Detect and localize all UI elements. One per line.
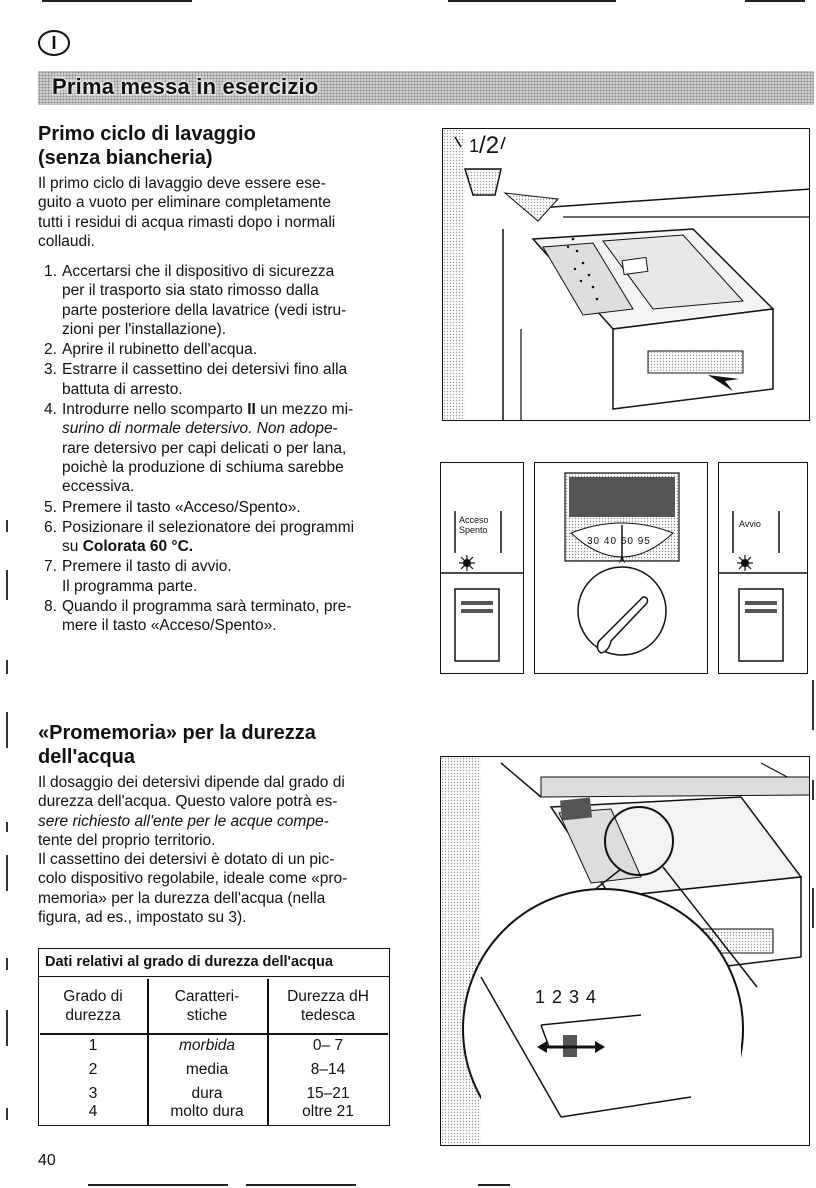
body-line: colo dispositivo regolabile, ideale come «pro- xyxy=(38,870,348,888)
body-line: figura, ad es., impostato su 3). xyxy=(38,909,247,927)
dial-tick: 95 xyxy=(637,536,651,547)
table-row xyxy=(39,1037,389,1061)
hardness-heading-line2: dell'acqua xyxy=(38,746,136,768)
step-line: eccessiva. xyxy=(62,478,135,496)
step-line: Accertarsi che il dispositivo di sicurezza xyxy=(62,263,335,280)
step-text-italic: surino di normale detersivo. xyxy=(62,420,253,438)
margin-mark xyxy=(812,780,814,800)
hardness-heading-line1: «Promemoria» per la durezza xyxy=(38,722,316,744)
cell-dh: 0– 7 xyxy=(312,1037,344,1054)
step-number: 7. xyxy=(44,558,57,576)
figure-detergent-drawer xyxy=(442,128,810,421)
step-line: per il trasporto sia stato rimosso dalla xyxy=(62,282,319,300)
dial-scale xyxy=(587,537,651,547)
margin-mark xyxy=(6,822,8,832)
intro-line: Il primo ciclo di lavaggio deve essere ese- xyxy=(38,175,326,192)
step-line: parte posteriore della lavatrice (vedi istru- xyxy=(62,301,347,319)
hardness-body xyxy=(38,773,413,927)
cell-characteristic: molto dura xyxy=(170,1103,244,1120)
step-4 xyxy=(38,400,410,496)
step-text: Introdurre nello scomparto xyxy=(62,401,243,419)
section-title: Prima messa in esercizio xyxy=(52,74,319,99)
step-5 xyxy=(38,498,410,517)
margin-mark xyxy=(6,1010,8,1046)
page-number: 40 xyxy=(38,1152,56,1169)
language-badge: I xyxy=(38,30,70,56)
header-line: Caratteri- xyxy=(174,988,240,1005)
step-text: un mezzo mi- xyxy=(260,401,354,419)
selector-illustration xyxy=(535,463,708,674)
cell-grade: 4 xyxy=(88,1103,98,1120)
body-line: durezza dell'acqua. Questo valore potrà es- xyxy=(38,793,338,811)
cell-dh: 15–21 xyxy=(306,1085,350,1102)
first-wash-intro xyxy=(38,174,408,251)
step-text-italic: Non adope- xyxy=(256,420,338,438)
figure-on-off-button xyxy=(440,462,524,674)
step-number: 2. xyxy=(44,341,57,359)
step-line: poichè la produzione di schiuma sarebbe xyxy=(62,458,344,476)
figure-start-button xyxy=(718,462,808,674)
first-wash-heading-line2: (senza biancheria) xyxy=(38,147,213,169)
step-line: Quando il programma sarà terminato, pre- xyxy=(62,598,352,616)
header-line: Durezza dH xyxy=(287,988,369,1005)
step-6 xyxy=(38,518,410,557)
table-header-rule xyxy=(40,1033,388,1035)
step-line xyxy=(62,537,410,556)
step-8 xyxy=(38,597,410,636)
drawer-illustration xyxy=(443,129,810,421)
label-line: Acceso xyxy=(459,515,489,525)
on-off-label xyxy=(459,515,489,535)
step-1 xyxy=(38,262,410,339)
step-line: rare detersivo per capi delicati o per lana, xyxy=(62,439,347,457)
step-line: Il programma parte. xyxy=(62,577,198,595)
step-line: Aprire il rubinetto dell'acqua. xyxy=(62,341,258,359)
col-header-dh xyxy=(267,987,389,1025)
body-line: Il cassettino dei detersivi è dotato di un pic- xyxy=(38,851,335,869)
step-line: zioni per l'installazione). xyxy=(62,320,227,338)
col-header-characteristics xyxy=(147,987,267,1025)
margin-mark xyxy=(6,1108,8,1120)
dose-numerator: 1 xyxy=(469,136,480,156)
margin-mark xyxy=(6,570,8,600)
margin-mark xyxy=(6,520,8,532)
figure-program-selector xyxy=(534,462,708,674)
intro-line: guito a vuoto per eliminare completamente xyxy=(38,194,331,212)
header-line: tedesca xyxy=(300,1007,356,1024)
cell-characteristic: dura xyxy=(191,1085,223,1102)
step-line: Estrarre il cassettino dei detersivi fino alla xyxy=(62,361,348,379)
first-wash-steps xyxy=(38,262,410,637)
bottom-rule-center xyxy=(246,1184,356,1186)
cell-dh: oltre 21 xyxy=(302,1103,354,1120)
col-header-grade xyxy=(39,987,147,1025)
first-wash-heading-line1: Primo ciclo di lavaggio xyxy=(38,123,256,145)
intro-line: tutti i residui di acqua rimasti dopo i normali xyxy=(38,213,336,231)
step-number: 8. xyxy=(44,598,57,616)
dial-tick: 30 xyxy=(587,536,601,547)
body-line: tente del proprio territorio. xyxy=(38,831,216,849)
cell-grade: 2 xyxy=(88,1061,98,1078)
start-label: Avvio xyxy=(739,519,761,529)
intro-line: collaudi. xyxy=(38,232,95,250)
header-line: Grado di xyxy=(63,988,123,1005)
cell-dh: 8–14 xyxy=(310,1061,346,1078)
start-illustration xyxy=(719,463,808,674)
hardness-illustration xyxy=(441,757,810,1146)
step-2 xyxy=(38,340,410,359)
on-off-illustration xyxy=(441,463,524,674)
step-number: 5. xyxy=(44,498,57,516)
header-line: durezza xyxy=(65,1007,121,1024)
top-rule-center xyxy=(448,0,616,2)
zoom-scale: 1 2 3 4 xyxy=(535,987,598,1007)
table-title: Dati relativi al grado di durezza dell'acqua xyxy=(39,949,389,977)
margin-mark xyxy=(6,660,8,674)
program-name: Colorata 60 °C. xyxy=(82,538,194,556)
compartment-label: II xyxy=(247,401,256,419)
cell-grade: 3 xyxy=(88,1085,98,1102)
margin-mark xyxy=(812,888,814,928)
step-number: 6. xyxy=(44,518,57,536)
step-line xyxy=(62,400,410,419)
top-rule-left xyxy=(42,0,192,2)
step-line: Premere il tasto di avvio. xyxy=(62,558,232,576)
dial-tick: 60 xyxy=(620,536,634,547)
step-number: 4. xyxy=(44,401,57,419)
body-line: sere richiesto all'ente per le acque compe- xyxy=(38,812,329,830)
step-7 xyxy=(38,557,410,596)
bottom-rule-left xyxy=(88,1184,228,1186)
cell-grade: 1 xyxy=(88,1037,98,1054)
table-row xyxy=(39,1061,389,1085)
margin-mark xyxy=(6,712,8,748)
body-line: memoria» per la durezza dell'acqua (nella xyxy=(38,889,326,907)
step-line: mere il tasto «Acceso/Spento». xyxy=(62,617,277,635)
bottom-rule-right xyxy=(478,1184,510,1186)
step-line: Posizionare il selezionatore dei programmi xyxy=(62,518,355,536)
step-line: battuta di arresto. xyxy=(62,380,183,398)
body-line: Il dosaggio dei detersivi dipende dal grado di xyxy=(38,774,345,791)
header-line: stiche xyxy=(186,1007,228,1024)
step-number: 3. xyxy=(44,361,57,379)
cell-characteristic: media xyxy=(185,1061,229,1078)
figure-hardness-reminder xyxy=(440,756,810,1146)
step-3 xyxy=(38,360,410,399)
step-number: 1. xyxy=(44,263,57,280)
top-rule-right xyxy=(745,0,805,2)
margin-mark xyxy=(6,958,8,970)
hardness-table xyxy=(38,948,390,1126)
dose-denominator: 2 xyxy=(485,132,500,159)
label-line: Spento xyxy=(459,525,488,535)
dial-indicator: A xyxy=(619,555,626,565)
step-line: Premere il tasto «Acceso/Spento». xyxy=(62,498,301,516)
margin-mark xyxy=(812,680,814,730)
step-line xyxy=(62,419,410,438)
dial-tick: 40 xyxy=(603,536,618,547)
margin-mark xyxy=(6,855,8,891)
dose-label: $^1$/2 xyxy=(469,132,500,159)
table-row xyxy=(39,1103,389,1127)
step-text: su xyxy=(62,538,79,556)
cell-characteristic: morbida xyxy=(179,1037,235,1054)
